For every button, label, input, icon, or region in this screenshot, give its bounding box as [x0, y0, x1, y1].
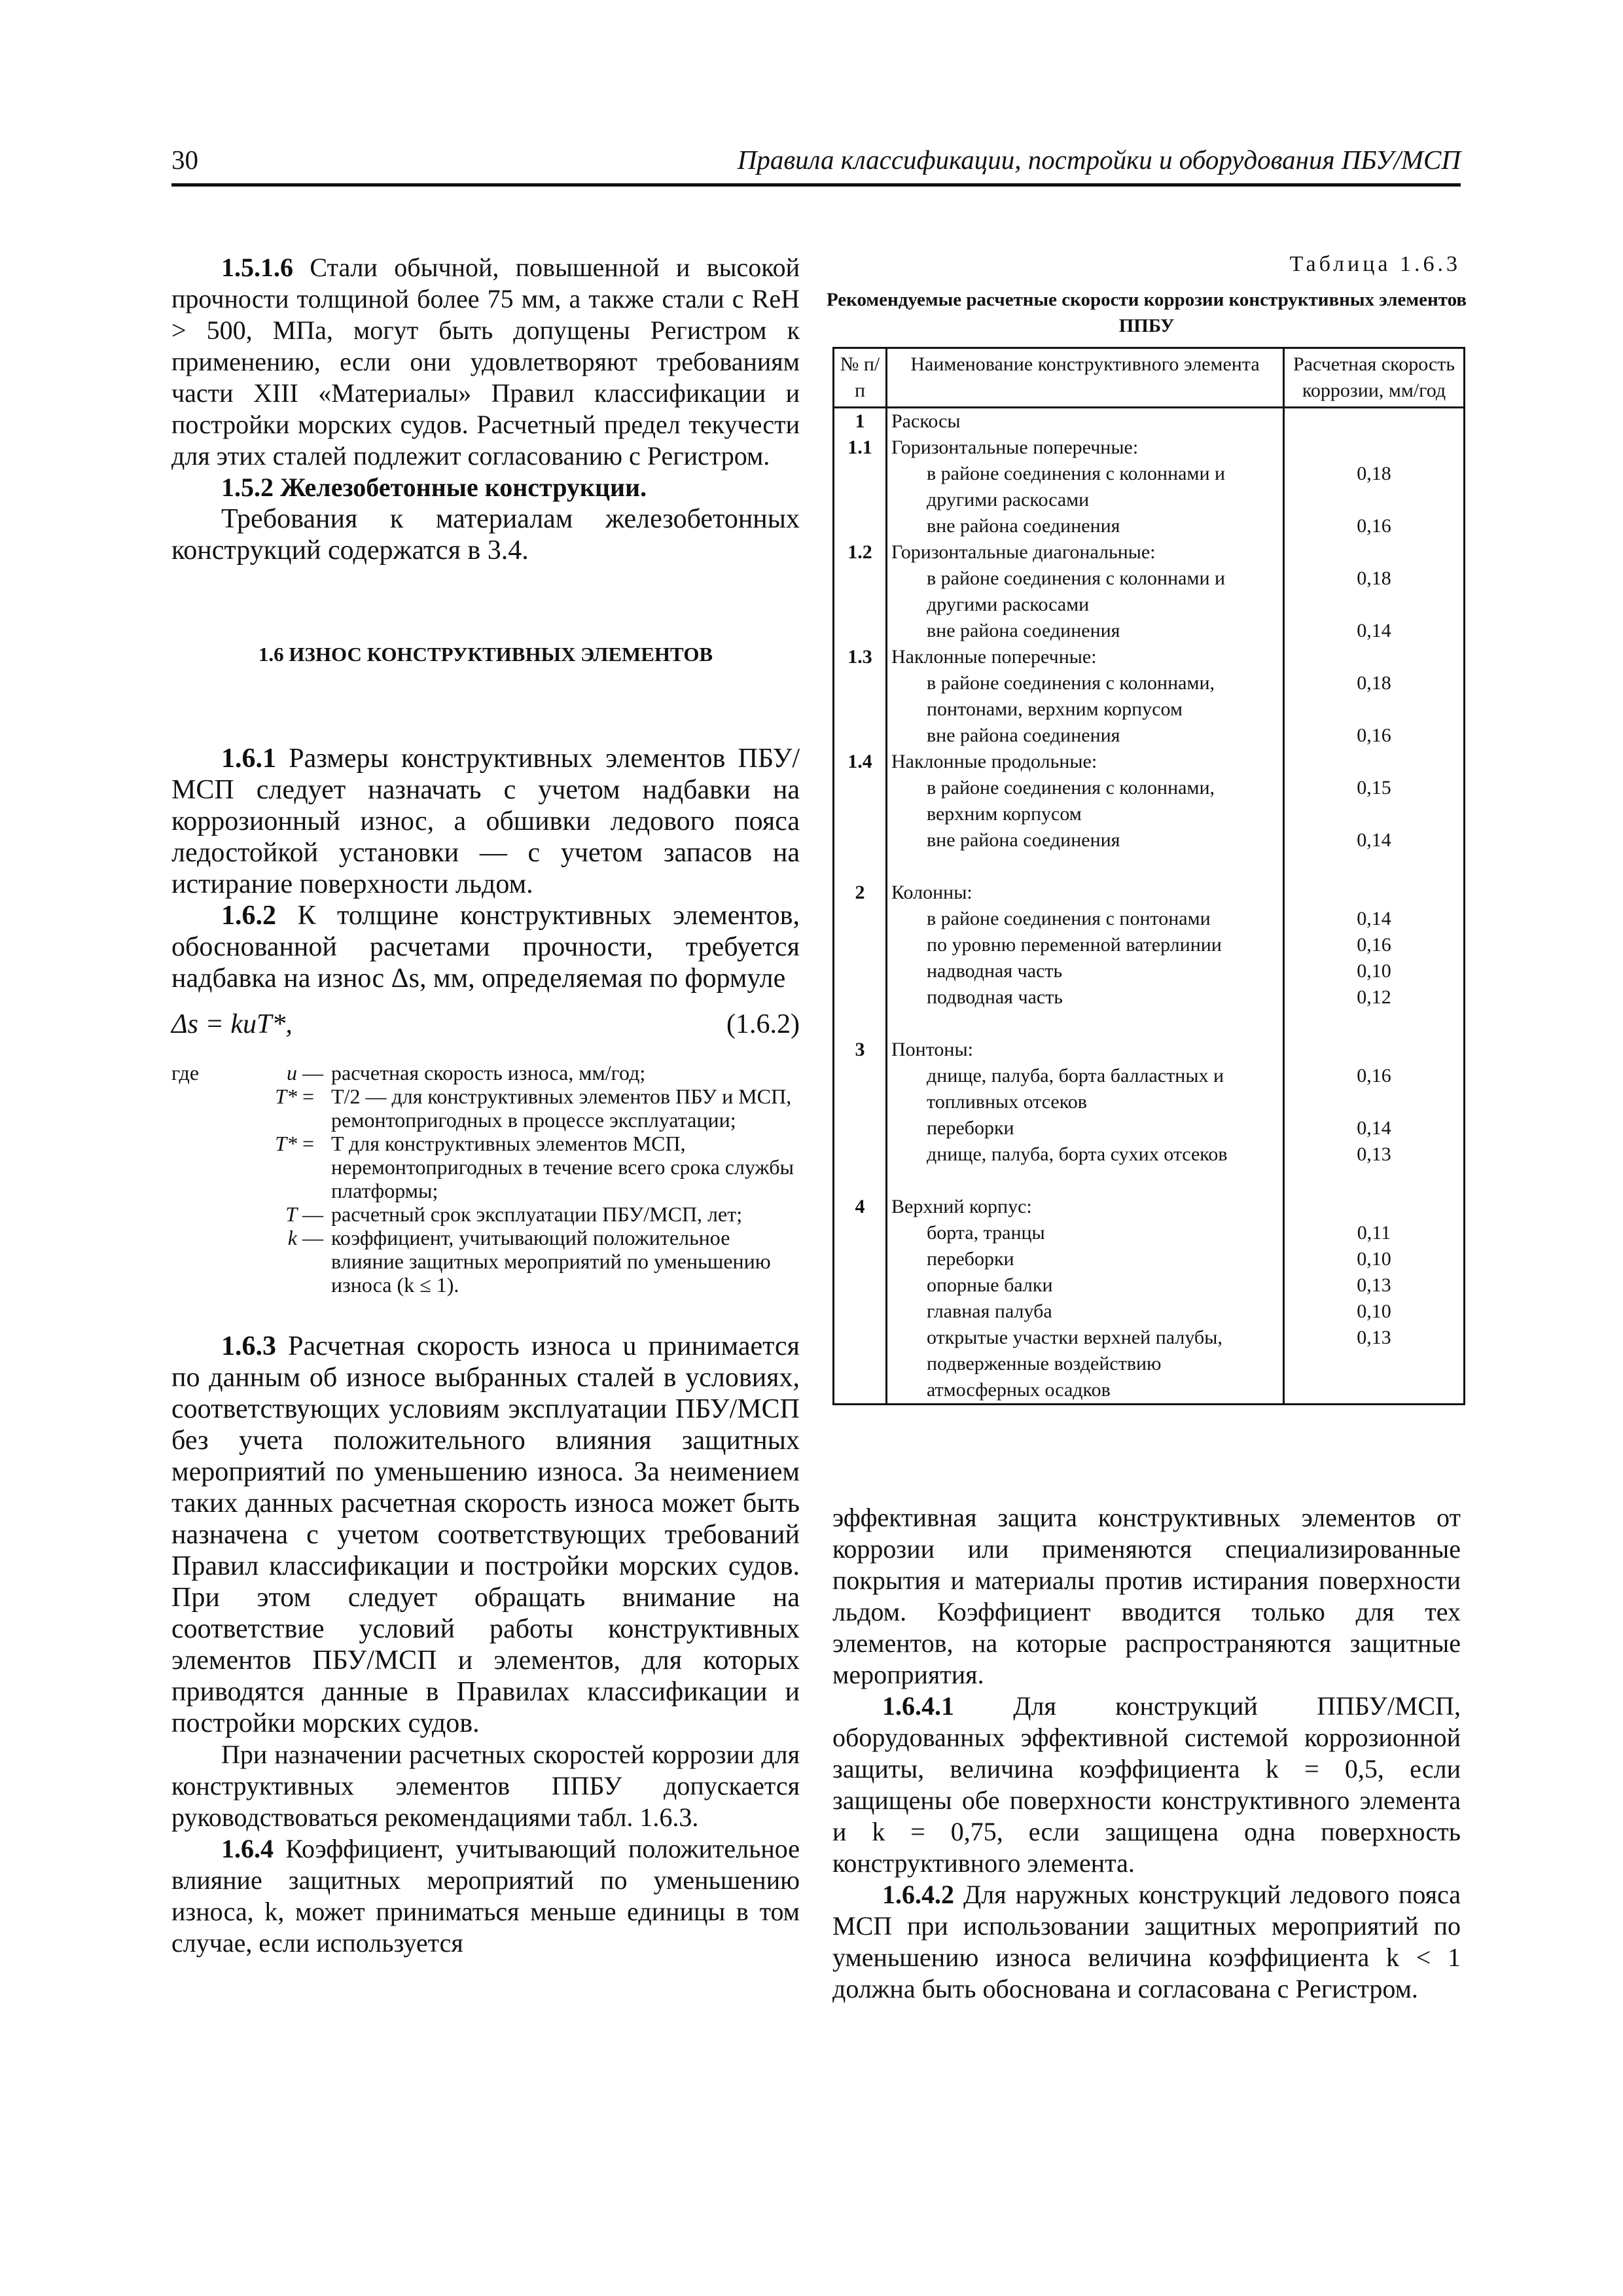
cell-name-text: Колонны: [891, 882, 972, 903]
table-row [834, 775, 1463, 827]
table-row [834, 1246, 1463, 1272]
cell-no: 1.4 [834, 749, 887, 775]
cell-no [834, 853, 887, 880]
cell-name [887, 1272, 1284, 1299]
cell-name-text: надводная часть [927, 960, 1063, 982]
cell-no [834, 1168, 887, 1194]
cell-name [887, 644, 1284, 670]
table-caption: Таблица 1.6.3 [1289, 252, 1461, 276]
cell-no [834, 932, 887, 958]
cell-rate: 0,14 [1357, 620, 1391, 641]
cell-rate: 0,13 [1357, 1143, 1391, 1165]
cell-rate [1284, 853, 1464, 880]
cell-no [834, 1011, 887, 1037]
cell-name [887, 513, 1284, 539]
cell-name-text: в районе соединения с колоннами, верхним корпусом [927, 777, 1215, 825]
cell-rate: 0,11 [1357, 1222, 1391, 1244]
cell-rate: 0,12 [1357, 986, 1391, 1008]
cell-name [887, 775, 1284, 827]
paragraph-1-6-1: 1.6.1 Размеры конструктивных элементов ПБУ/МСП следует назначать с учетом надбавки на коррозионный износ, а обшивки ледового пояса ледостойкой установки — с учетом запасов на истирание поверхности льдом. [171, 744, 800, 899]
corrosion-table [832, 347, 1465, 1405]
cell-name-text: Раскосы [891, 410, 961, 432]
table-row [834, 1037, 1463, 1063]
cell-rate: 0,16 [1357, 515, 1391, 537]
cell-rate [1284, 749, 1464, 775]
cell-no [834, 906, 887, 932]
cell-name [887, 1037, 1284, 1063]
cell-rate [1284, 539, 1464, 565]
cell-name-text: Наклонные продольные: [891, 751, 1097, 772]
cell-name [887, 723, 1284, 749]
formula-expression: Δs = kuT*, [171, 1009, 293, 1039]
cell-rate: 0,16 [1357, 1065, 1391, 1086]
cell-name-text: в районе соединения с колоннами и другими раскосами [927, 463, 1226, 511]
cell-name-text: Наклонные поперечные: [891, 646, 1097, 668]
cell-no [834, 565, 887, 618]
cell-name-text: вне района соединения [927, 725, 1120, 746]
cell-name [887, 408, 1284, 435]
paragraph-1-5-2: Требования к материалам железобетонных конструкций содержатся в 3.4. [171, 504, 800, 565]
cell-name [887, 932, 1284, 958]
cell-name [887, 1325, 1284, 1403]
table-row [834, 749, 1463, 775]
cell-no [834, 513, 887, 539]
formula-number: (1.6.2) [726, 1009, 800, 1039]
cell-name-text: борта, транцы [927, 1222, 1045, 1244]
cell-no [834, 1115, 887, 1141]
table-row [834, 618, 1463, 644]
formula-legend: где u — расчетная скорость износа, мм/год; T* = T/2 — для конструктивных элементов ПБУ и МСП, ремонтопригодных в процессе эксплуатации; T* = T для конструктивных элементов МСП, неремонтопригодных в течение всего срока службы платформы; T — расчетный срок эксплуатации ПБУ/МСП, лет; k — коэффициент, учитывающий положительное влияние защитных мероприятий по уменьшению износа (k ≤ 1). [171, 1061, 794, 1297]
cell-no: 4 [834, 1194, 887, 1220]
paragraph-1-5-1-6: 1.5.1.6 Стали обычной, повышенной и высокой прочности толщиной более 75 мм, а также стали с ReH > 500, МПа, могут быть допущены Регистром к применению, если они удовлетворяют требованиям части XIII «Материалы» Правил классификации и постройки морских судов. Расчетный предел текучести для этих сталей подлежит согласованию с Регистром. [171, 253, 800, 471]
page-header [171, 144, 1461, 187]
page-number: 30 [171, 145, 198, 175]
cell-name [887, 853, 1284, 880]
cell-name [887, 880, 1284, 906]
formula-1-6-2 [171, 1009, 800, 1047]
cell-rate: 0,13 [1357, 1274, 1391, 1296]
table-row [834, 1272, 1463, 1299]
cell-name-text: по уровню переменной ватерлинии [927, 934, 1222, 956]
paragraph-1-6-4-2: 1.6.4.2 Для наружных конструкций ледового пояса МСП при использовании защитных мероприятий по уменьшению износа величина коэффициента k < 1 должна быть обоснована и согласована с Регистром. [832, 1880, 1461, 2003]
cell-no [834, 775, 887, 827]
cell-no: 1.2 [834, 539, 887, 565]
cell-name-text: опорные балки [927, 1274, 1053, 1296]
table-row [834, 906, 1463, 932]
cell-no [834, 1272, 887, 1299]
cell-name-text: Понтоны: [891, 1039, 973, 1060]
cell-name-text: Горизонтальные поперечные: [891, 437, 1139, 458]
cell-no [834, 1063, 887, 1115]
table-row [834, 1141, 1463, 1168]
cell-name-text: днище, палуба, борта сухих отсеков [927, 1143, 1228, 1165]
cell-no [834, 1325, 887, 1403]
cell-name-text: вне района соединения [927, 515, 1120, 537]
cell-name [887, 1115, 1284, 1141]
table-row [834, 670, 1463, 723]
table-title: Рекомендуемые расчетные скорости коррозии конструктивных элементов ППБУ [826, 289, 1467, 336]
cell-no: 1 [834, 408, 887, 435]
cell-name-text: вне района соединения [927, 620, 1120, 641]
cell-no: 1.1 [834, 435, 887, 461]
cell-rate: 0,14 [1357, 1117, 1391, 1139]
column-header-no: № п/п [834, 349, 887, 408]
cell-name-text: переборки [927, 1117, 1014, 1139]
table-row [834, 984, 1463, 1011]
paragraph-1-6-2: 1.6.2 К толщине конструктивных элементов, обоснованной расчетами прочности, требуется надбавка на износ Δs, мм, определяемая по формуле [171, 901, 800, 994]
cell-name-text: открытые участки верхней палубы, подверженные воздействию атмосферных осадков [927, 1327, 1222, 1401]
table-row [834, 932, 1463, 958]
table-row [834, 827, 1463, 853]
cell-rate: 0,15 [1357, 777, 1391, 798]
table-row [834, 461, 1463, 513]
cell-name-text: в районе соединения с понтонами [927, 908, 1211, 929]
cell-name-text: в районе соединения с колоннами и другими раскосами [927, 567, 1226, 615]
table-row [834, 435, 1463, 461]
table-row [834, 1194, 1463, 1220]
table-row [834, 565, 1463, 618]
table-row [834, 1115, 1463, 1141]
table-row [834, 513, 1463, 539]
cell-name-text: подводная часть [927, 986, 1063, 1008]
cell-no [834, 723, 887, 749]
cell-name [887, 565, 1284, 618]
table-spacer-row [834, 853, 1463, 880]
cell-name [887, 1246, 1284, 1272]
cell-rate [1284, 408, 1464, 435]
cell-name-text: переборки [927, 1248, 1014, 1270]
table-row [834, 539, 1463, 565]
cell-name [887, 435, 1284, 461]
cell-no [834, 1299, 887, 1325]
cell-name [887, 670, 1284, 723]
cell-rate [1284, 1037, 1464, 1063]
cell-no: 1.3 [834, 644, 887, 670]
table-row [834, 880, 1463, 906]
cell-no [834, 670, 887, 723]
cell-rate [1284, 644, 1464, 670]
running-title: Правила классификации, постройки и оборудования ПБУ/МСП [737, 145, 1461, 175]
cell-no [834, 618, 887, 644]
table-row [834, 1063, 1463, 1115]
right-column-text [832, 1502, 1461, 2005]
cell-no: 3 [834, 1037, 887, 1063]
subheading-1-5-2: 1.5.2 Железобетонные конструкции. [221, 473, 647, 502]
cell-no [834, 827, 887, 853]
cell-name [887, 1168, 1284, 1194]
cell-name-text: днище, палуба, борта балластных и топливных отсеков [927, 1065, 1224, 1113]
cell-name [887, 958, 1284, 984]
section-heading-1-6: 1.6 ИЗНОС КОНСТРУКТИВНЫХ ЭЛЕМЕНТОВ [258, 643, 713, 666]
cell-rate: 0,18 [1357, 672, 1391, 694]
paragraph-1-6-3-b: При назначении расчетных скоростей коррозии для конструктивных элементов ППБУ допускается руководствоваться рекомендациями табл. 1.6.3. [171, 1740, 800, 1832]
cell-name [887, 539, 1284, 565]
table-row [834, 1299, 1463, 1325]
cell-rate [1284, 880, 1464, 906]
column-header-name: Наименование конструктивного элемента [887, 349, 1284, 408]
cell-name [887, 984, 1284, 1011]
cell-rate: 0,10 [1357, 1300, 1391, 1322]
cell-rate: 0,18 [1357, 567, 1391, 589]
cell-name [887, 461, 1284, 513]
paragraph-1-6-4: 1.6.4 Коэффициент, учитывающий положительное влияние защитных мероприятий по уменьшению износа, k, может приниматься меньше единицы в том случае, если используется [171, 1834, 800, 1958]
table-header-row [834, 349, 1463, 408]
cell-name-text: главная палуба [927, 1300, 1052, 1322]
table-row [834, 1325, 1463, 1403]
cell-no [834, 984, 887, 1011]
cell-name [887, 1299, 1284, 1325]
table-row [834, 408, 1463, 435]
cell-rate [1284, 1168, 1464, 1194]
cell-name [887, 1220, 1284, 1246]
cell-no [834, 461, 887, 513]
cell-no [834, 1246, 887, 1272]
table-body [834, 408, 1463, 1404]
cell-rate [1284, 1011, 1464, 1037]
table-row [834, 958, 1463, 984]
table-spacer-row [834, 1168, 1463, 1194]
cell-rate [1284, 1194, 1464, 1220]
table-row [834, 723, 1463, 749]
cell-rate: 0,14 [1357, 908, 1391, 929]
cell-rate: 0,10 [1357, 960, 1391, 982]
column-header-rate: Расчетная скорость коррозии, мм/год [1284, 349, 1464, 408]
cell-name [887, 1011, 1284, 1037]
cell-name-text: в районе соединения с колоннами, понтонами, верхним корпусом [927, 672, 1215, 720]
cell-no: 2 [834, 880, 887, 906]
cell-name-text: вне района соединения [927, 829, 1120, 851]
paragraph-1-6-3: 1.6.3 Расчетная скорость износа u принимается по данным об износе выбранных сталей в условиях, соответствующих условиям эксплуатации ПБУ/МСП без учета положительного влияния защитных мероприятий по уменьшению износа. За неимением таких данных расчетная скорость износа может быть назначена с учетом соответствующих требований Правил классификации и постройки морских судов. При этом следует обращать внимание на соответствие условий работы конструктивных элементов ПБУ/МСП и элементов, для которых приводятся данные в Правилах классификации и постройки морских судов. [171, 1331, 800, 1738]
cell-rate: 0,18 [1357, 463, 1391, 484]
cell-rate: 0,10 [1357, 1248, 1391, 1270]
table-row [834, 1220, 1463, 1246]
cell-name [887, 749, 1284, 775]
cell-name-text: Горизонтальные диагональные: [891, 541, 1156, 563]
cell-rate: 0,14 [1357, 829, 1391, 851]
cell-name [887, 1063, 1284, 1115]
left-column [171, 252, 800, 1959]
cell-no [834, 1141, 887, 1168]
cell-rate: 0,16 [1357, 725, 1391, 746]
cell-name [887, 618, 1284, 644]
cell-name [887, 906, 1284, 932]
cell-no [834, 1220, 887, 1246]
cell-rate: 0,13 [1357, 1327, 1391, 1348]
cell-rate: 0,16 [1357, 934, 1391, 956]
cell-name [887, 1194, 1284, 1220]
cell-name-text: Верхний корпус: [891, 1196, 1032, 1217]
paragraph-1-6-4-1: 1.6.4.1 Для конструкций ППБУ/МСП, оборудованных эффективной системой коррозионной защиты, величина коэффициента k = 0,5, если защищены обе поверхности конструктивного элемента и k = 0,75, если защищена одна поверхность конструктивного элемента. [832, 1691, 1461, 1878]
cell-name [887, 1141, 1284, 1168]
cell-rate [1284, 435, 1464, 461]
table-spacer-row [834, 1011, 1463, 1037]
cell-no [834, 958, 887, 984]
table-row [834, 644, 1463, 670]
cell-name [887, 827, 1284, 853]
paragraph-1-6-4-continued: эффективная защита конструктивных элементов от коррозии или применяются специализированные покрытия и материалы против истирания поверхности льдом. Коэффициент вводится только для тех элементов, на которые распространяются защитные мероприятия. [832, 1503, 1461, 1689]
